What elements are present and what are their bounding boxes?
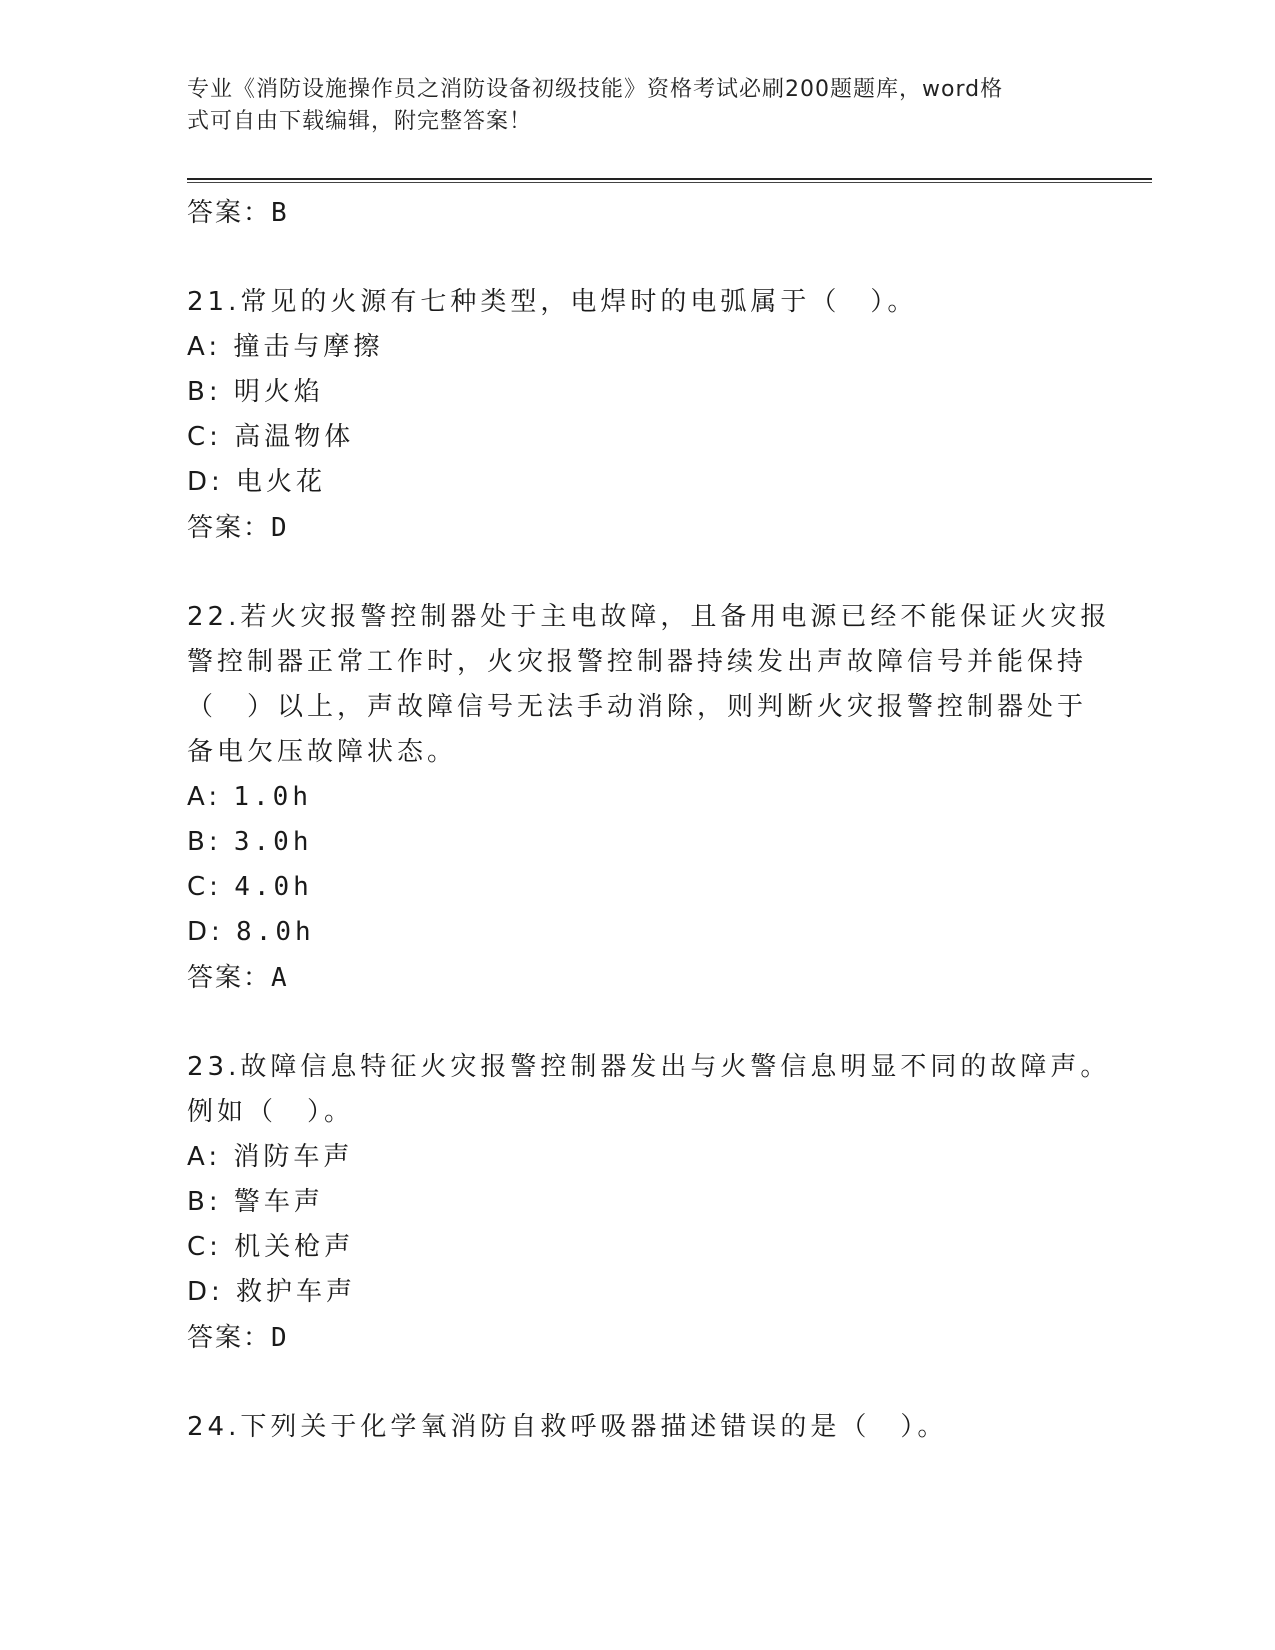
question-text: 23.故障信息特征火灾报警控制器发出与火警信息明显不同的故障声。 <box>187 1052 1111 1082</box>
option-key: B: <box>187 827 222 857</box>
answer-label: 答案： <box>187 513 272 543</box>
option-key: A: <box>187 782 222 812</box>
answer-label: 答案： <box>187 963 272 993</box>
option-key: B: <box>187 377 222 407</box>
answer-value: D <box>271 1323 289 1353</box>
option-c <box>187 1225 1087 1270</box>
answer-label: 答案： <box>187 198 272 228</box>
answer-line <box>187 955 1087 1001</box>
option-key: A: <box>187 332 222 362</box>
header-divider <box>187 178 1152 180</box>
option-key: C: <box>187 1232 222 1262</box>
option-key: B: <box>187 1187 222 1217</box>
answer-line <box>187 505 1087 551</box>
spacer <box>187 1361 1087 1405</box>
answer-value: A <box>271 963 289 993</box>
option-key: D: <box>187 917 224 947</box>
option-d <box>187 910 1087 955</box>
spacer <box>187 236 1087 280</box>
question-text: 24.下列关于化学氧消防自救呼吸器描述错误的是（ ）。 <box>187 1412 948 1442</box>
option-a <box>187 775 1087 820</box>
option-text: 3.0h <box>233 827 313 857</box>
question-text: 警控制器正常工作时，火灾报警控制器持续发出声故障信号并能保持 <box>187 647 1088 677</box>
answer-line <box>187 1315 1087 1361</box>
question-block <box>187 1405 1087 1450</box>
header-line-1: 专业《消防设施操作员之消防设备初级技能》资格考试必刷200题题库，word格 <box>187 77 1004 102</box>
option-text: 1.0h <box>233 782 312 812</box>
question-list <box>187 190 1111 1450</box>
option-text: 8.0h <box>236 917 315 947</box>
option-text: 明火焰 <box>233 377 324 407</box>
spacer <box>187 551 1087 595</box>
header-line-2: 式可自由下载编辑，附完整答案！ <box>187 109 533 134</box>
option-b <box>187 370 1087 415</box>
option-text: 电火花 <box>236 467 327 497</box>
option-b <box>187 1180 1087 1225</box>
header-divider-thin <box>187 182 1152 183</box>
answer-value: D <box>271 513 289 543</box>
option-d <box>187 1270 1087 1315</box>
answer-label: 答案： <box>187 1323 272 1353</box>
option-text: 4.0h <box>234 872 313 902</box>
answer-value: B <box>271 198 289 228</box>
option-text: 救护车声 <box>236 1277 357 1307</box>
option-text: 机关枪声 <box>234 1232 355 1262</box>
question-text: 22.若火灾报警控制器处于主电故障，且备用电源已经不能保证火灾报 <box>187 602 1111 632</box>
page-header <box>187 74 1067 138</box>
question-text: 例如（ ）。 <box>187 1097 355 1127</box>
option-key: D: <box>187 467 224 497</box>
answer-line <box>187 190 1087 236</box>
question-block <box>187 595 1111 1001</box>
option-d <box>187 460 1087 505</box>
spacer <box>187 1001 1087 1045</box>
option-key: C: <box>187 872 222 902</box>
question-text: 21.常见的火源有七种类型，电焊时的电弧属于（ ）。 <box>187 287 918 317</box>
option-c <box>187 865 1087 910</box>
option-key: C: <box>187 422 222 452</box>
question-text: （ ）以上，声故障信号无法手动消除，则判断火灾报警控制器处于 <box>187 692 1088 722</box>
question-block <box>187 1045 1111 1361</box>
question-text: 备电欠压故障状态。 <box>187 737 458 767</box>
option-a <box>187 325 1087 370</box>
option-text: 高温物体 <box>234 422 355 452</box>
question-block <box>187 280 1087 551</box>
option-a <box>187 1135 1087 1180</box>
option-c <box>187 415 1087 460</box>
option-text: 警车声 <box>233 1187 324 1217</box>
option-text: 撞击与摩擦 <box>233 332 384 362</box>
option-key: D: <box>187 1277 224 1307</box>
option-key: A: <box>187 1142 222 1172</box>
option-text: 消防车声 <box>233 1142 354 1172</box>
option-b <box>187 820 1087 865</box>
